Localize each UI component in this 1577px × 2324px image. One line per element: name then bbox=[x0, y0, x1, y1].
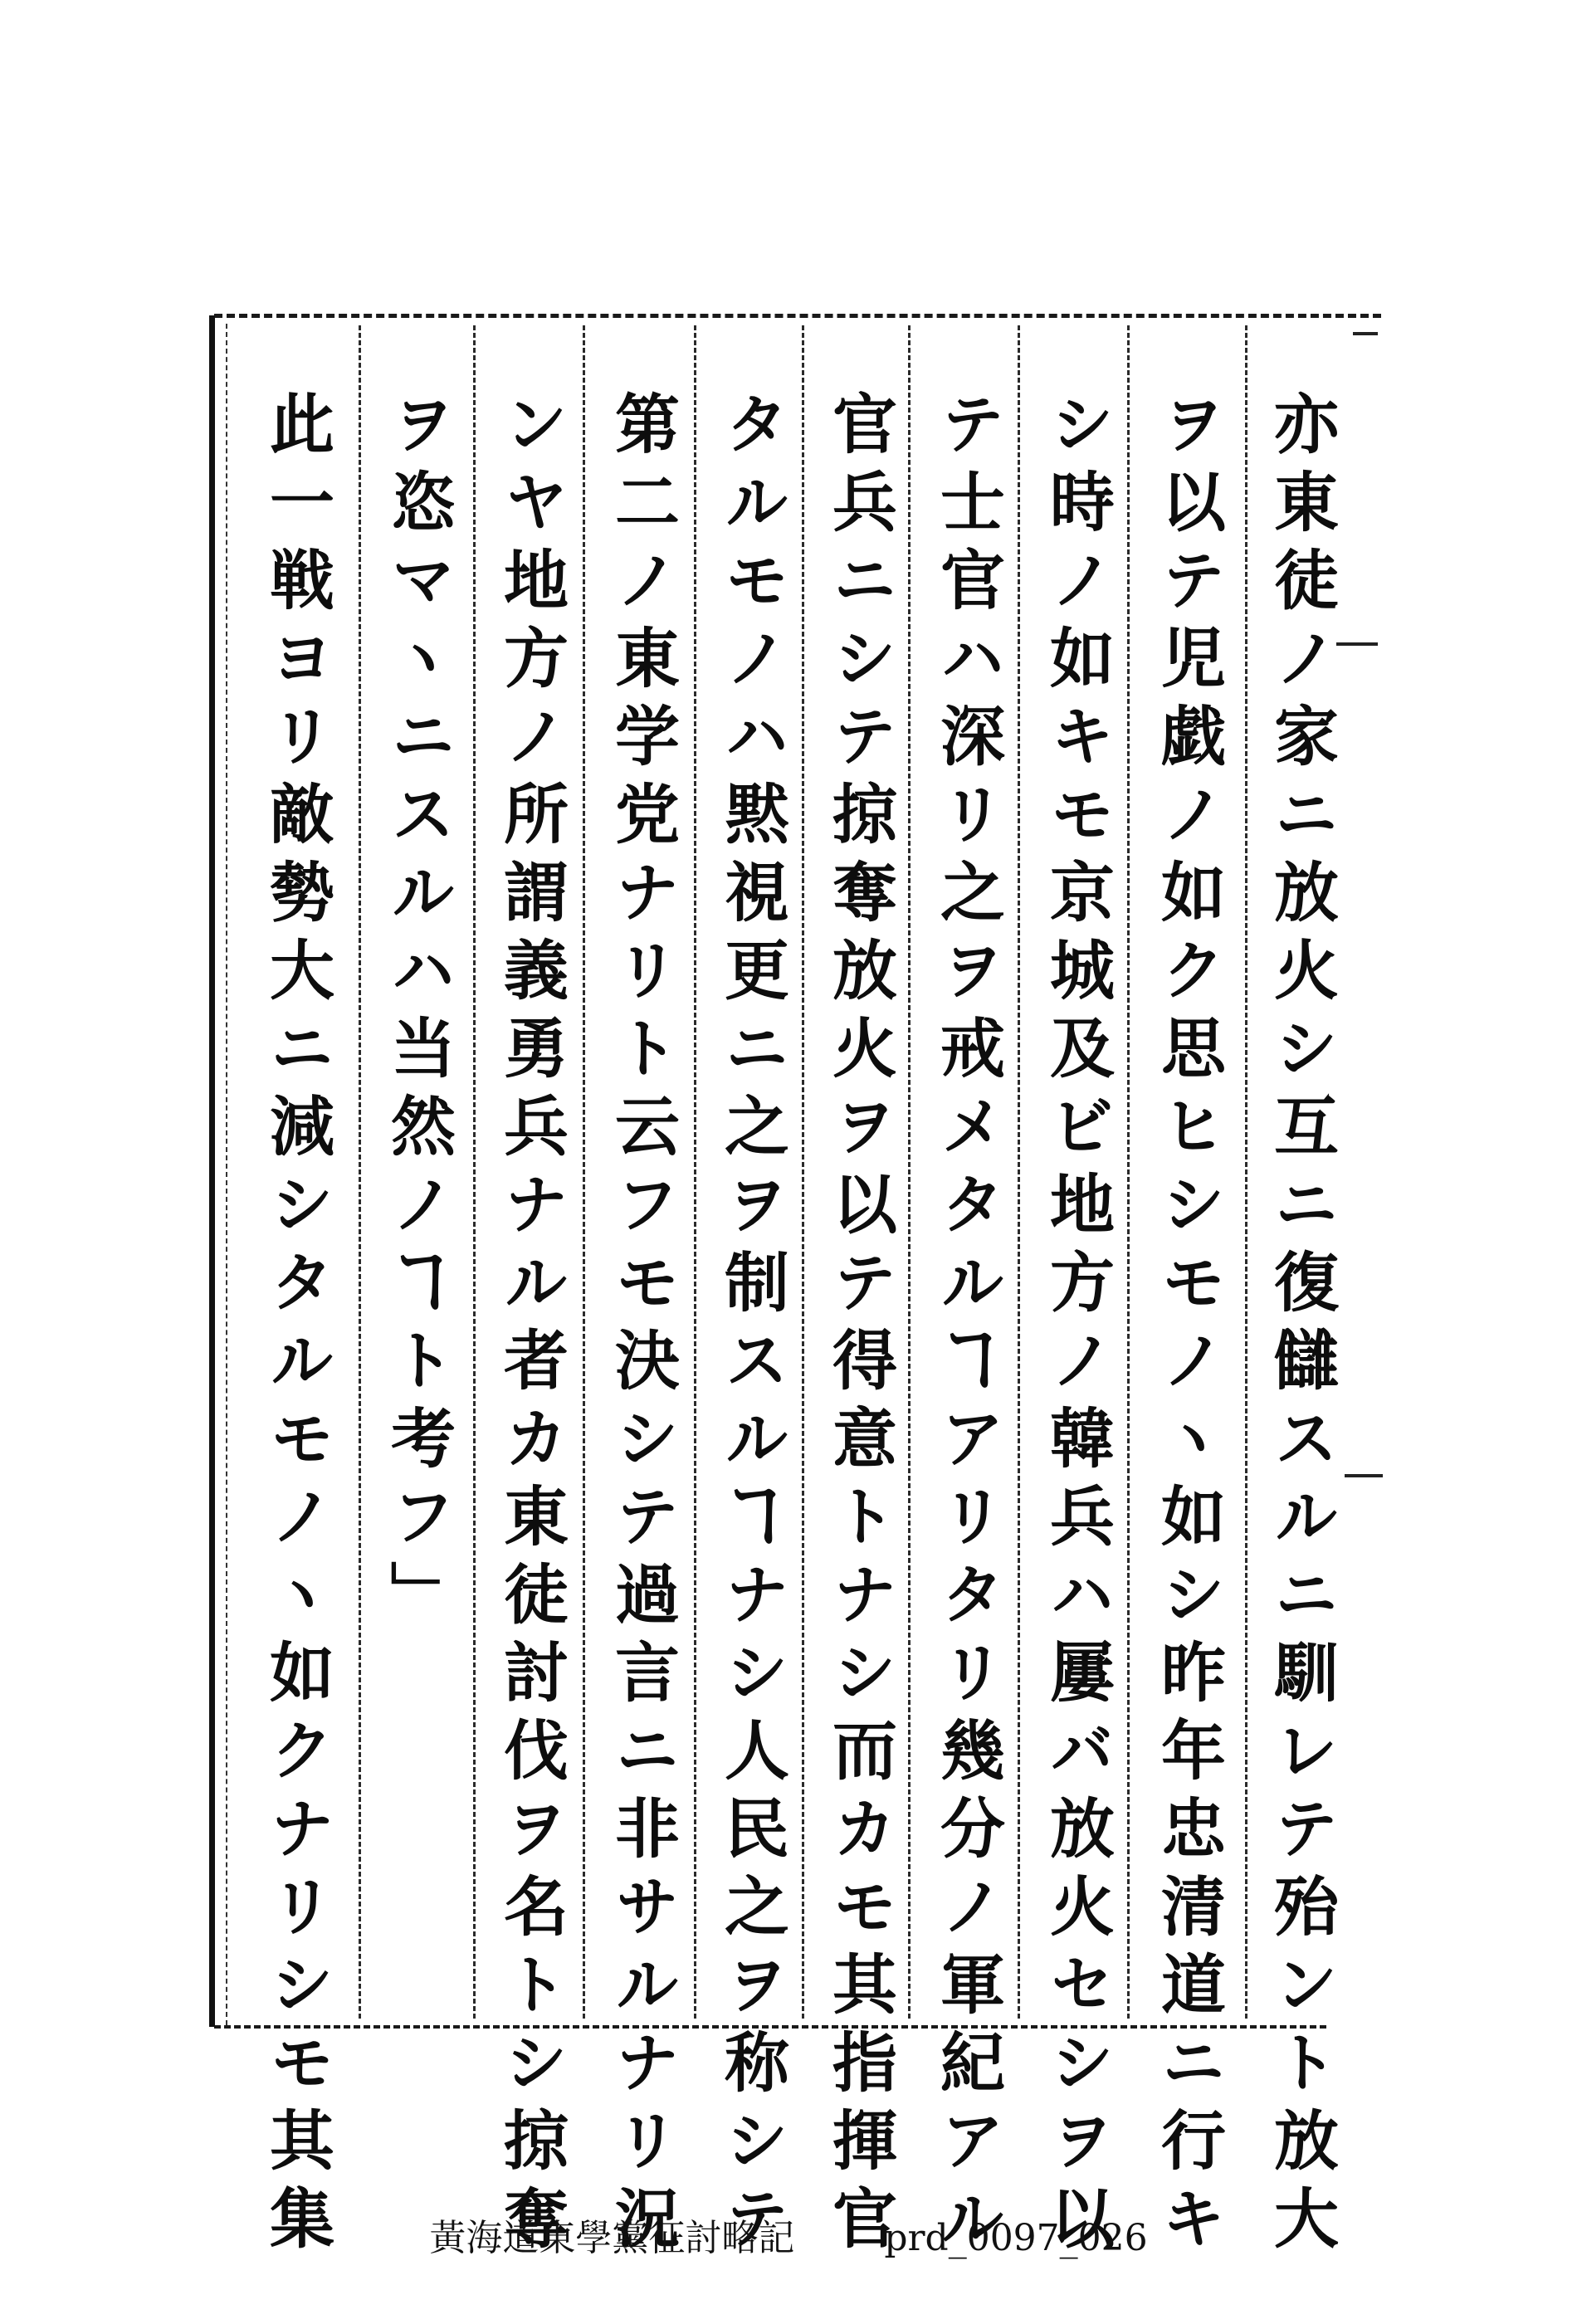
column-divider bbox=[908, 325, 911, 2019]
margin-tick bbox=[1353, 332, 1378, 335]
top-border-rule bbox=[214, 314, 1381, 318]
margin-tick bbox=[1345, 1474, 1383, 1477]
column-divider bbox=[1245, 325, 1247, 2019]
margin-tick bbox=[1336, 642, 1378, 646]
manuscript-column-4: テ士官ハ深リ之ヲ戒メタルヿアリタリ幾分ノ軍紀アル bbox=[930, 390, 1005, 2263]
manuscript-column-8: ンヤ地方ノ所謂義勇兵ナル者カ東徒討伐ヲ名トシ掠奪 bbox=[493, 390, 569, 2263]
manuscript-column-5: 官兵ニシテ掠奪放火ヲ以テ得意トナシ而カモ其指揮官 bbox=[822, 390, 897, 2263]
column-divider bbox=[802, 325, 804, 2019]
column-divider bbox=[359, 325, 361, 2019]
manuscript-column-10: 此一戦ヨリ敵勢大ニ減シタルモノヽ如クナリシモ其集 bbox=[259, 390, 334, 2263]
left-inner-border-rule bbox=[226, 324, 227, 2025]
column-divider bbox=[694, 325, 696, 2019]
column-divider bbox=[583, 325, 585, 2019]
manuscript-column-3: シ時ノ如キモ京城及ビ地方ノ韓兵ハ屢バ放火セシヲ以 bbox=[1039, 390, 1115, 2263]
manuscript-column-2: ヲ以テ児戯ノ如ク思ヒシモノヽ如シ昨年忠清道ニ行キ bbox=[1150, 390, 1226, 2263]
footer-title: 黃海道東學黨征討略記 bbox=[429, 2217, 795, 2259]
column-divider bbox=[1127, 325, 1130, 2019]
column-divider bbox=[473, 325, 476, 2019]
page-footer bbox=[0, 2208, 1577, 2261]
left-border-rule bbox=[209, 315, 215, 2027]
manuscript-column-6: タルモノハ黙視更ニ之ヲ制スルヿナシ人民之ヲ称シテ bbox=[714, 390, 789, 2263]
manuscript-column-7: 第二ノ東学党ナリト云フモ決シテ過言ニ非サルナリ況 bbox=[604, 390, 680, 2263]
manuscript-column-1: 亦東徒ノ家ニ放火シ互ニ復讎スルニ馴レテ殆ント放大 bbox=[1263, 390, 1339, 2263]
manuscript-column-9: ヲ恣マヽニスルハ当然ノヿト考フ」 bbox=[380, 390, 456, 1638]
column-divider bbox=[1018, 325, 1020, 2019]
footer-code: prd_0097_026 bbox=[884, 2217, 1148, 2259]
